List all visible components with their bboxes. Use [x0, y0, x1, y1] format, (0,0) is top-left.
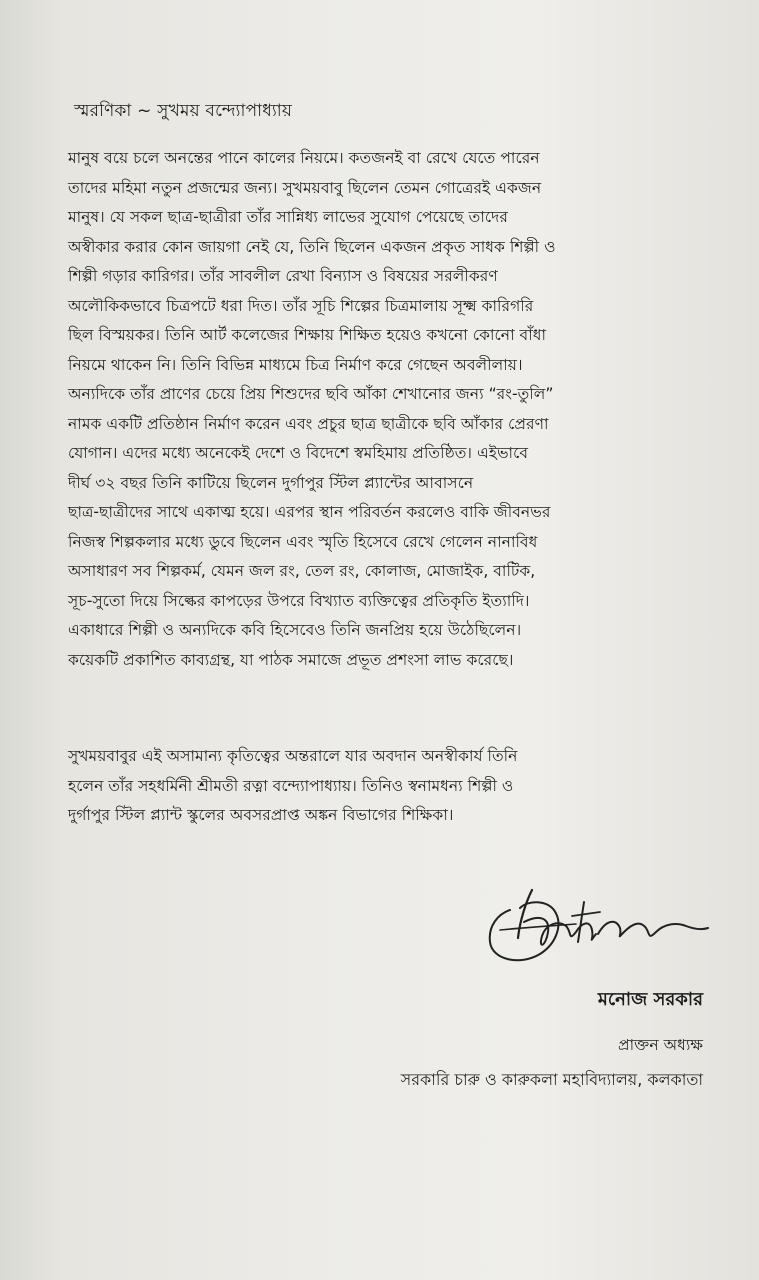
- text-line: ছাত্র-ছাত্রীদের সাথে একাত্ম হয়ে। এরপর স্থান পরিবর্তন করলেও বাকি জীবনভর: [68, 503, 551, 521]
- text-line: সূচ-সুতো দিয়ে সিল্কের কাপড়ের উপরে বিখ্যাত ব্যক্তিত্বের প্রতিকৃতি ইত্যাদি।: [68, 591, 530, 610]
- text-line: যোগান। এদের মধ্যে অনেকেই দেশে ও বিদেশে স্বমহিমায় প্রতিষ্ঠিত। এইভাবে: [68, 444, 529, 462]
- text-line: তাদের মহিমা নতুন প্রজন্মের জন্য। সুখময়বাবু ছিলেন তেমন গোত্রেরই একজন: [68, 178, 542, 197]
- text-line: হলেন তাঁর সহধর্মিনী শ্রীমতী রত্না বন্দ্যোপাধ্যায়। তিনিও স্বনামধন্য শিল্পী ও: [68, 776, 514, 795]
- signatory-institution: সরকারি চারু ও কারুকলা মহাবিদ্যালয়, কলকাতা: [400, 1070, 703, 1089]
- signatory-name: মনোজ সরকার: [597, 989, 703, 1010]
- text-line: দুর্গাপুর স্টিল প্ল্যান্ট স্কুলের অবসরপ্রাপ্ত অঙ্কন বিভাগের শিক্ষিকা।: [68, 806, 454, 824]
- document-title: স্মরণিকা ~ সুখময় বন্দ্যোপাধ্যায়: [74, 101, 293, 121]
- text-line: শিল্পী গড়ার কারিগর। তাঁর সাবলীল রেখা বিন্যাস ও বিষয়ের সরলীকরণ: [68, 267, 498, 285]
- text-line: নিয়মে থাকেন নি। তিনি বিভিন্ন মাধ্যমে চিত্র নির্মাণ করে গেছেন অবলীলায়।: [68, 355, 523, 374]
- paragraph-main: [68, 144, 708, 675]
- signatory-role: প্রাক্তন অধ্যক্ষ: [618, 1036, 703, 1054]
- text-line: দীর্ঘ ৩২ বছর তিনি কাটিয়ে ছিলেন দুর্গাপুর স্টিল প্ল্যান্টের আবাসনে: [68, 473, 474, 492]
- text-line: মানুষ। যে সকল ছাত্র-ছাত্রীরা তাঁর সান্নিধ্য লাভের সুযোগ পেয়েছে তাদের: [68, 208, 508, 226]
- text-line: নিজস্ব শিল্পকলার মধ্যে ডুবে ছিলেন এবং স্মৃতি হিসেবে রেখে গেলেন নানাবিধ: [68, 532, 538, 551]
- handwritten-signature: [480, 880, 710, 970]
- text-line: অস্বীকার করার কোন জায়গা নেই যে, তিনি ছিলেন একজন প্রকৃত সাধক শিল্পী ও: [68, 237, 556, 256]
- text-line: ছিল বিস্ময়কর। তিনি আর্ট কলেজের শিক্ষায় শিক্ষিত হয়েও কখনো কোনো বাঁধা: [68, 326, 547, 344]
- text-line: অন্যদিকে তাঁর প্রাণের চেয়ে প্রিয় শিশুদের ছবি আঁকা শেখানোর জন্য “রং-তুলি”: [68, 385, 554, 403]
- text-line: নামক একটি প্রতিষ্ঠান নির্মাণ করেন এবং প্রচুর ছাত্র ছাত্রীকে ছবি আঁকার প্রেরণা: [68, 414, 549, 433]
- text-line: মানুষ বয়ে চলে অনন্তের পানে কালের নিয়মে। কতজনই বা রেখে যেতে পারেন: [68, 149, 540, 167]
- paragraph-secondary: [68, 742, 708, 831]
- text-line: একাধারে শিল্পী ও অন্যদিকে কবি হিসেবেও তিনি জনপ্রিয় হয়ে উঠেছিলেন।: [68, 621, 522, 639]
- text-line: অলৌকিকভাবে চিত্রপটে ধরা দিত। তাঁর সূচি শিল্পের চিত্রমালায় সূক্ষ্ম কারিগরি: [68, 296, 534, 315]
- text-line: কয়েকটি প্রকাশিত কাব্যগ্রন্থ, যা পাঠক সমাজে প্রভূত প্রশংসা লাভ করেছে।: [68, 650, 514, 669]
- text-line: অসাধারণ সব শিল্পকর্ম, যেমন জল রং, তেল রং, কোলাজ, মোজাইক, বাটিক,: [68, 562, 536, 580]
- text-line: সুখময়বাবুর এই অসামান্য কৃতিত্বের অন্তরালে যার অবদান অনস্বীকার্য তিনি: [68, 747, 518, 765]
